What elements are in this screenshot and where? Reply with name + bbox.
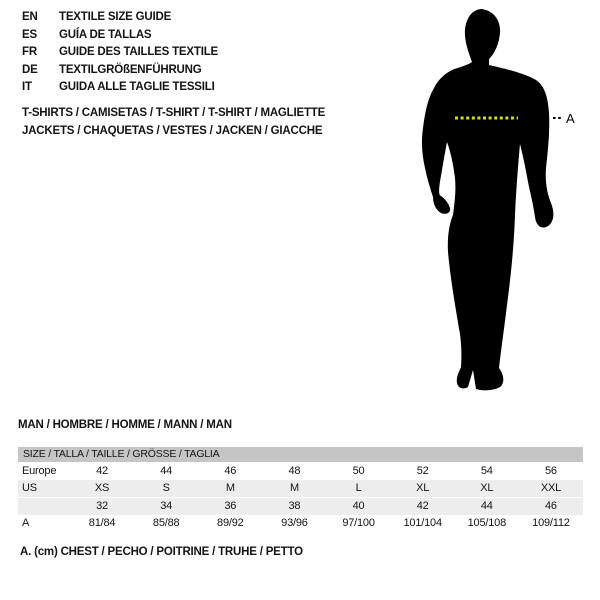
chest-measure-footnote: A. (cm) CHEST / PECHO / POITRINE / TRUHE / PETTO (20, 546, 303, 558)
garment-categories (22, 104, 325, 140)
size-value: 34 (160, 500, 173, 513)
language-title: TEXTILE SIZE GUIDE (59, 11, 172, 23)
table-row-numeric (18, 497, 583, 515)
size-table (18, 447, 583, 532)
size-value: M (225, 482, 235, 495)
size-value: 38 (288, 500, 301, 513)
size-value: 44 (480, 500, 493, 513)
size-value: XS (94, 482, 110, 495)
size-value: L (355, 482, 362, 495)
language-code: IT (22, 81, 32, 94)
size-value: 109/112 (532, 517, 570, 530)
language-title: TEXTILGRÖßENFÜHRUNG (59, 63, 202, 76)
size-value: 54 (480, 464, 493, 477)
man-silhouette-figure (405, 2, 580, 404)
size-table-header: SIZE / TALLA / TAILLE / GRÖSSE / TAGLIA (18, 447, 583, 462)
size-value: 52 (416, 464, 429, 477)
size-value: 50 (352, 464, 365, 477)
size-value: XL (416, 482, 430, 495)
language-title: GUÍA DE TALLAS (59, 28, 152, 41)
size-value: 36 (224, 500, 237, 513)
language-row (22, 27, 218, 45)
size-value: 93/96 (281, 517, 308, 530)
language-row (22, 62, 218, 80)
row-label: US (22, 482, 37, 495)
size-value: 40 (352, 500, 365, 513)
measure-label-a: A (566, 111, 575, 126)
language-code: DE (22, 63, 38, 76)
size-value: XL (480, 482, 494, 495)
size-value: S (162, 482, 170, 495)
size-value: 85/88 (152, 517, 180, 530)
table-row-chest-a (18, 515, 583, 533)
size-value: 48 (288, 464, 301, 477)
size-value: 42 (416, 500, 429, 513)
size-value: M (289, 482, 299, 495)
section-title-man: MAN / HOMBRE / HOMME / MANN / MAN (18, 419, 232, 431)
language-code: EN (22, 11, 38, 23)
size-value: 44 (160, 464, 173, 477)
size-value: 42 (96, 464, 108, 477)
language-list (22, 9, 218, 97)
language-row (22, 79, 218, 97)
category-line-jackets: JACKETS / CHAQUETAS / VESTES / JACKEN / GIACCHE (22, 125, 323, 137)
table-row-us (18, 480, 583, 498)
size-value: 46 (224, 464, 237, 477)
size-value: 56 (545, 464, 557, 477)
row-label: A (22, 517, 30, 530)
language-row (22, 9, 218, 27)
language-code: FR (22, 46, 37, 59)
man-silhouette (422, 9, 553, 390)
language-title: GUIDE DES TAILLES TEXTILE (59, 46, 218, 59)
language-row (22, 44, 218, 62)
size-value: XXL (540, 482, 562, 495)
size-value: 32 (96, 500, 108, 513)
size-value: 81/84 (88, 517, 116, 530)
language-code: ES (22, 28, 37, 41)
size-value: 89/92 (217, 517, 244, 530)
table-row-europe (18, 462, 583, 480)
size-value: 105/108 (467, 517, 506, 530)
row-label: Europe (22, 464, 57, 477)
size-value: 46 (545, 500, 557, 513)
category-line-tshirts: T-SHIRTS / CAMISETAS / T-SHIRT / T-SHIRT / MAGLIETTE (22, 107, 326, 119)
language-title: GUIDA ALLE TAGLIE TESSILI (59, 81, 215, 94)
size-value: 101/104 (403, 517, 442, 530)
size-value: 97/100 (342, 517, 375, 530)
